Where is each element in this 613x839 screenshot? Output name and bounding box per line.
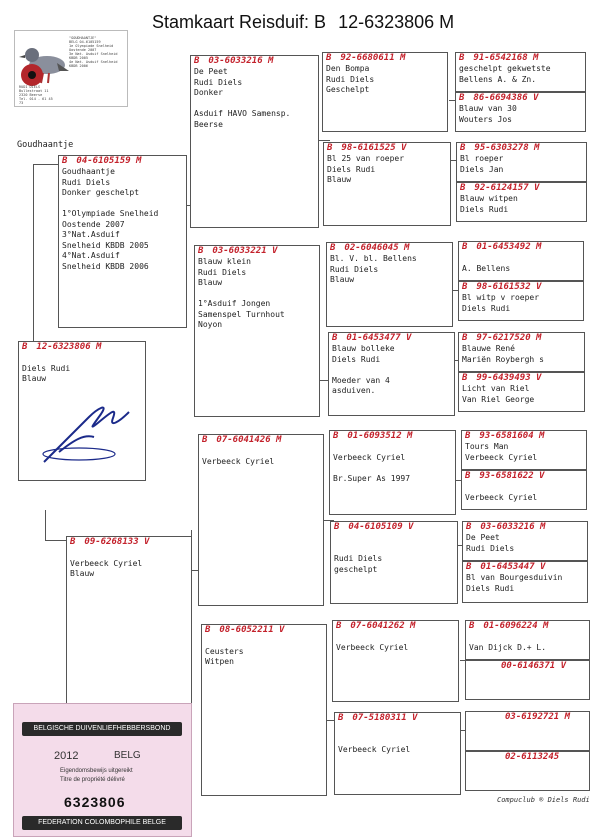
ring-number: B 12-6323806 M xyxy=(22,342,102,352)
pedigree-grandsire-paternal: B 03-6033216 M De Peet Rudi Diels Donker Asduif HAVO Samensp. Beerse xyxy=(190,55,319,228)
signature xyxy=(39,392,139,472)
pedigree-granddam-maternal: B 08-6052211 V Ceusters Witpen xyxy=(201,624,327,796)
pedigree-gen3-5: B 01-6093512 M Verbeeck Cyriel Br.Super As 1997 xyxy=(329,430,456,515)
pedigree-gen4-5: B 01-6453492 M A. Bellens xyxy=(458,241,584,281)
page-title xyxy=(152,12,454,33)
pedigree-gen4-14: 00-6146371 V xyxy=(465,660,590,700)
pedigree-gen4-1: B 91-6542168 M geschelpt gekwetste Bellens A. & Zn. xyxy=(455,52,586,92)
pedigree-gen4-15: 03-6192721 M xyxy=(465,711,590,751)
pedigree-subject: B 12-6323806 M Diels Rudi Blauw xyxy=(18,341,146,481)
title-ring: 12-6323806 M xyxy=(338,12,455,32)
eye-icon xyxy=(20,63,44,87)
pedigree-gen4-12: B 01-6453447 V Bl van Bourgesduivin Diels Rudi xyxy=(462,561,588,603)
pedigree-gen3-3: B 02-6046045 M Bl. V. bl. Bellens Rudi Diels Blauw xyxy=(326,242,453,327)
pedigree-gen3-1: B 92-6680611 M Den Bompa Rudi Diels Geschelpt xyxy=(322,52,448,132)
pedigree-gen4-13: B 01-6096224 M Van Dijck D.+ L. xyxy=(465,620,590,660)
title-text: Stamkaart Reisduif: B xyxy=(152,12,327,32)
pedigree-dam: B 09-6268133 V Verbeeck Cyriel Blauw xyxy=(66,536,192,706)
pedigree-gen4-11: B 03-6033216 M De Peet Rudi Diels xyxy=(462,521,588,561)
pigeon-name-label: Goudhaantje xyxy=(17,140,74,150)
pedigree-gen4-4: B 92-6124157 V Blauw witpen Diels Rudi xyxy=(456,182,587,222)
pedigree-sire: B 04-6105159 M Goudhaantje Rudi Diels Donker geschelpt 1°Olympiade Snelheid Oostende 2007 3°Nat.Asduif Snelheid KBDB 2005 4°Nat.Asduif Snelheid KBDB 2006 xyxy=(58,155,187,328)
pedigree-gen4-3: B 95-6303278 M Bl roeper Diels Jan xyxy=(456,142,587,182)
pedigree-gen4-9: B 93-6581604 M Tours Man Verbeeck Cyriel xyxy=(461,430,587,470)
pedigree-gen4-7: B 97-6217520 M Blauwe René Mariën Roybergh s xyxy=(458,332,585,372)
pedigree-gen4-2: B 86-6694386 V Blauw van 30 Wouters Jos xyxy=(455,92,586,132)
pedigree-gen3-4: B 01-6453477 V Blauw bolleke Diels Rudi Moeder van 4 asduiven. xyxy=(328,332,455,416)
card-line1: Eigendomsbewijs uitgereikt xyxy=(60,768,133,774)
pedigree-gen3-7: B 07-6041262 M Verbeeck Cyriel xyxy=(332,620,459,702)
pedigree-granddam-paternal: B 03-6033221 V Blauw klein Rudi Diels Blauw 1°Asduif Jongen Samenspel Turnhout Noyon xyxy=(194,245,320,417)
logo-address: RUDI DIELS Bullestraat 11 2320 Beerse Tel. 014 - 61 45 73 xyxy=(19,85,53,105)
pedigree-grandsire-maternal: B 07-6041426 M Verbeeck Cyriel xyxy=(198,434,324,606)
ring-certificate xyxy=(13,703,192,837)
footer-credit: Compuclub ® Diels Rudi xyxy=(497,796,590,804)
pedigree-gen4-16: 02-6113245 xyxy=(465,751,590,791)
card-line2: Titre de propriété délivré xyxy=(60,777,125,783)
card-ring-number: 6323806 xyxy=(64,794,126,810)
loft-logo xyxy=(14,30,128,107)
pedigree-gen4-6: B 98-6161532 V Bl witp v roeper Diels Rudi xyxy=(458,281,584,321)
pedigree-gen4-8: B 99-6439493 V Licht van Riel Van Riel George xyxy=(458,372,585,412)
card-footer: FEDERATION COLOMBOPHILE BELGE xyxy=(22,816,182,830)
card-header: BELGISCHE DUIVENLIEFHEBBERSBOND xyxy=(22,722,182,736)
pedigree-gen3-8: B 07-5180311 V Verbeeck Cyriel xyxy=(334,712,461,795)
logo-caption: "GOUDHAANTJE" BELG 04-6105159 1e Olympiade Snelheid Oostende 2007 3e Nat. Asduif Snelheid KBDB 2005 4e Nat. Asduif Snelheid KBDB 2006 xyxy=(69,36,118,68)
pedigree-gen3-2: B 98-6161525 V Bl 25 van roeper Diels Rudi Blauw xyxy=(323,142,451,226)
card-country: BELG xyxy=(114,750,141,761)
pedigree-gen3-6: B 04-6105109 V Rudi Diels geschelpt xyxy=(330,521,458,604)
card-year: 2012 xyxy=(54,750,79,762)
pedigree-gen4-10: B 93-6581622 V Verbeeck Cyriel xyxy=(461,470,587,510)
